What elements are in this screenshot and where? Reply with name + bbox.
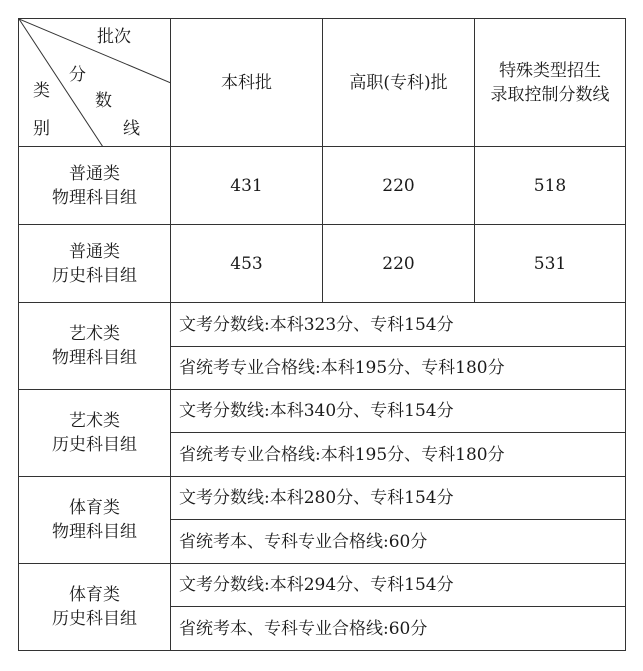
category-cell — [19, 564, 171, 651]
value-special: 531 — [475, 225, 626, 303]
header-special-line1: 特殊类型招生 — [499, 60, 601, 81]
category-line1: 普通类 — [69, 163, 120, 184]
major-qualify-line: 省统考专业合格线:本科195分、专科180分 — [171, 433, 626, 477]
header-special — [475, 19, 626, 147]
major-qualify-line: 省统考本、专科专业合格线:60分 — [171, 607, 626, 651]
category-line1: 体育类 — [69, 498, 120, 518]
culture-score-line: 文考分数线:本科280分、专科154分 — [171, 477, 626, 520]
score-table — [18, 18, 626, 651]
corner-label-pici: 批次 — [97, 27, 131, 47]
category-line2: 历史科目组 — [52, 435, 137, 455]
value-benke: 453 — [171, 225, 323, 303]
table-row — [19, 303, 626, 347]
category-line2: 物理科目组 — [52, 522, 137, 542]
category-cell — [19, 303, 171, 390]
table-row — [19, 225, 626, 303]
corner-header-cell — [19, 19, 171, 147]
category-line2: 历史科目组 — [52, 609, 137, 629]
category-cell — [19, 390, 171, 477]
header-gaozhi: 高职(专科)批 — [323, 19, 475, 147]
category-line1: 体育类 — [69, 585, 120, 605]
category-line2: 物理科目组 — [52, 348, 137, 368]
header-special-line2: 录取控制分数线 — [490, 84, 610, 105]
header-benke: 本科批 — [171, 19, 323, 147]
value-gaozhi: 220 — [323, 147, 475, 225]
culture-score-line: 文考分数线:本科294分、专科154分 — [171, 564, 626, 607]
culture-score-line: 文考分数线:本科323分、专科154分 — [171, 303, 626, 347]
header-row — [19, 19, 626, 147]
corner-label-lei: 类 — [33, 81, 50, 101]
category-line1: 普通类 — [69, 241, 120, 262]
table-row — [19, 147, 626, 225]
value-special: 518 — [475, 147, 626, 225]
table-row — [19, 564, 626, 607]
value-benke: 431 — [171, 147, 323, 225]
culture-score-line: 文考分数线:本科340分、专科154分 — [171, 390, 626, 433]
category-cell — [19, 147, 171, 225]
table-row — [19, 477, 626, 520]
category-line2: 物理科目组 — [52, 187, 137, 208]
category-cell — [19, 225, 171, 303]
category-line1: 艺术类 — [69, 411, 120, 431]
category-line1: 艺术类 — [69, 324, 120, 344]
table-row — [19, 390, 626, 433]
value-gaozhi: 220 — [323, 225, 475, 303]
category-line2: 历史科目组 — [52, 265, 137, 286]
corner-label-fen: 分 — [69, 65, 86, 85]
major-qualify-line: 省统考专业合格线:本科195分、专科180分 — [171, 347, 626, 390]
score-table-wrapper — [18, 18, 626, 651]
major-qualify-line: 省统考本、专科专业合格线:60分 — [171, 520, 626, 564]
category-cell — [19, 477, 171, 564]
corner-label-xian: 线 — [123, 119, 140, 139]
corner-label-shu: 数 — [95, 91, 112, 111]
corner-label-bie: 别 — [33, 119, 50, 139]
